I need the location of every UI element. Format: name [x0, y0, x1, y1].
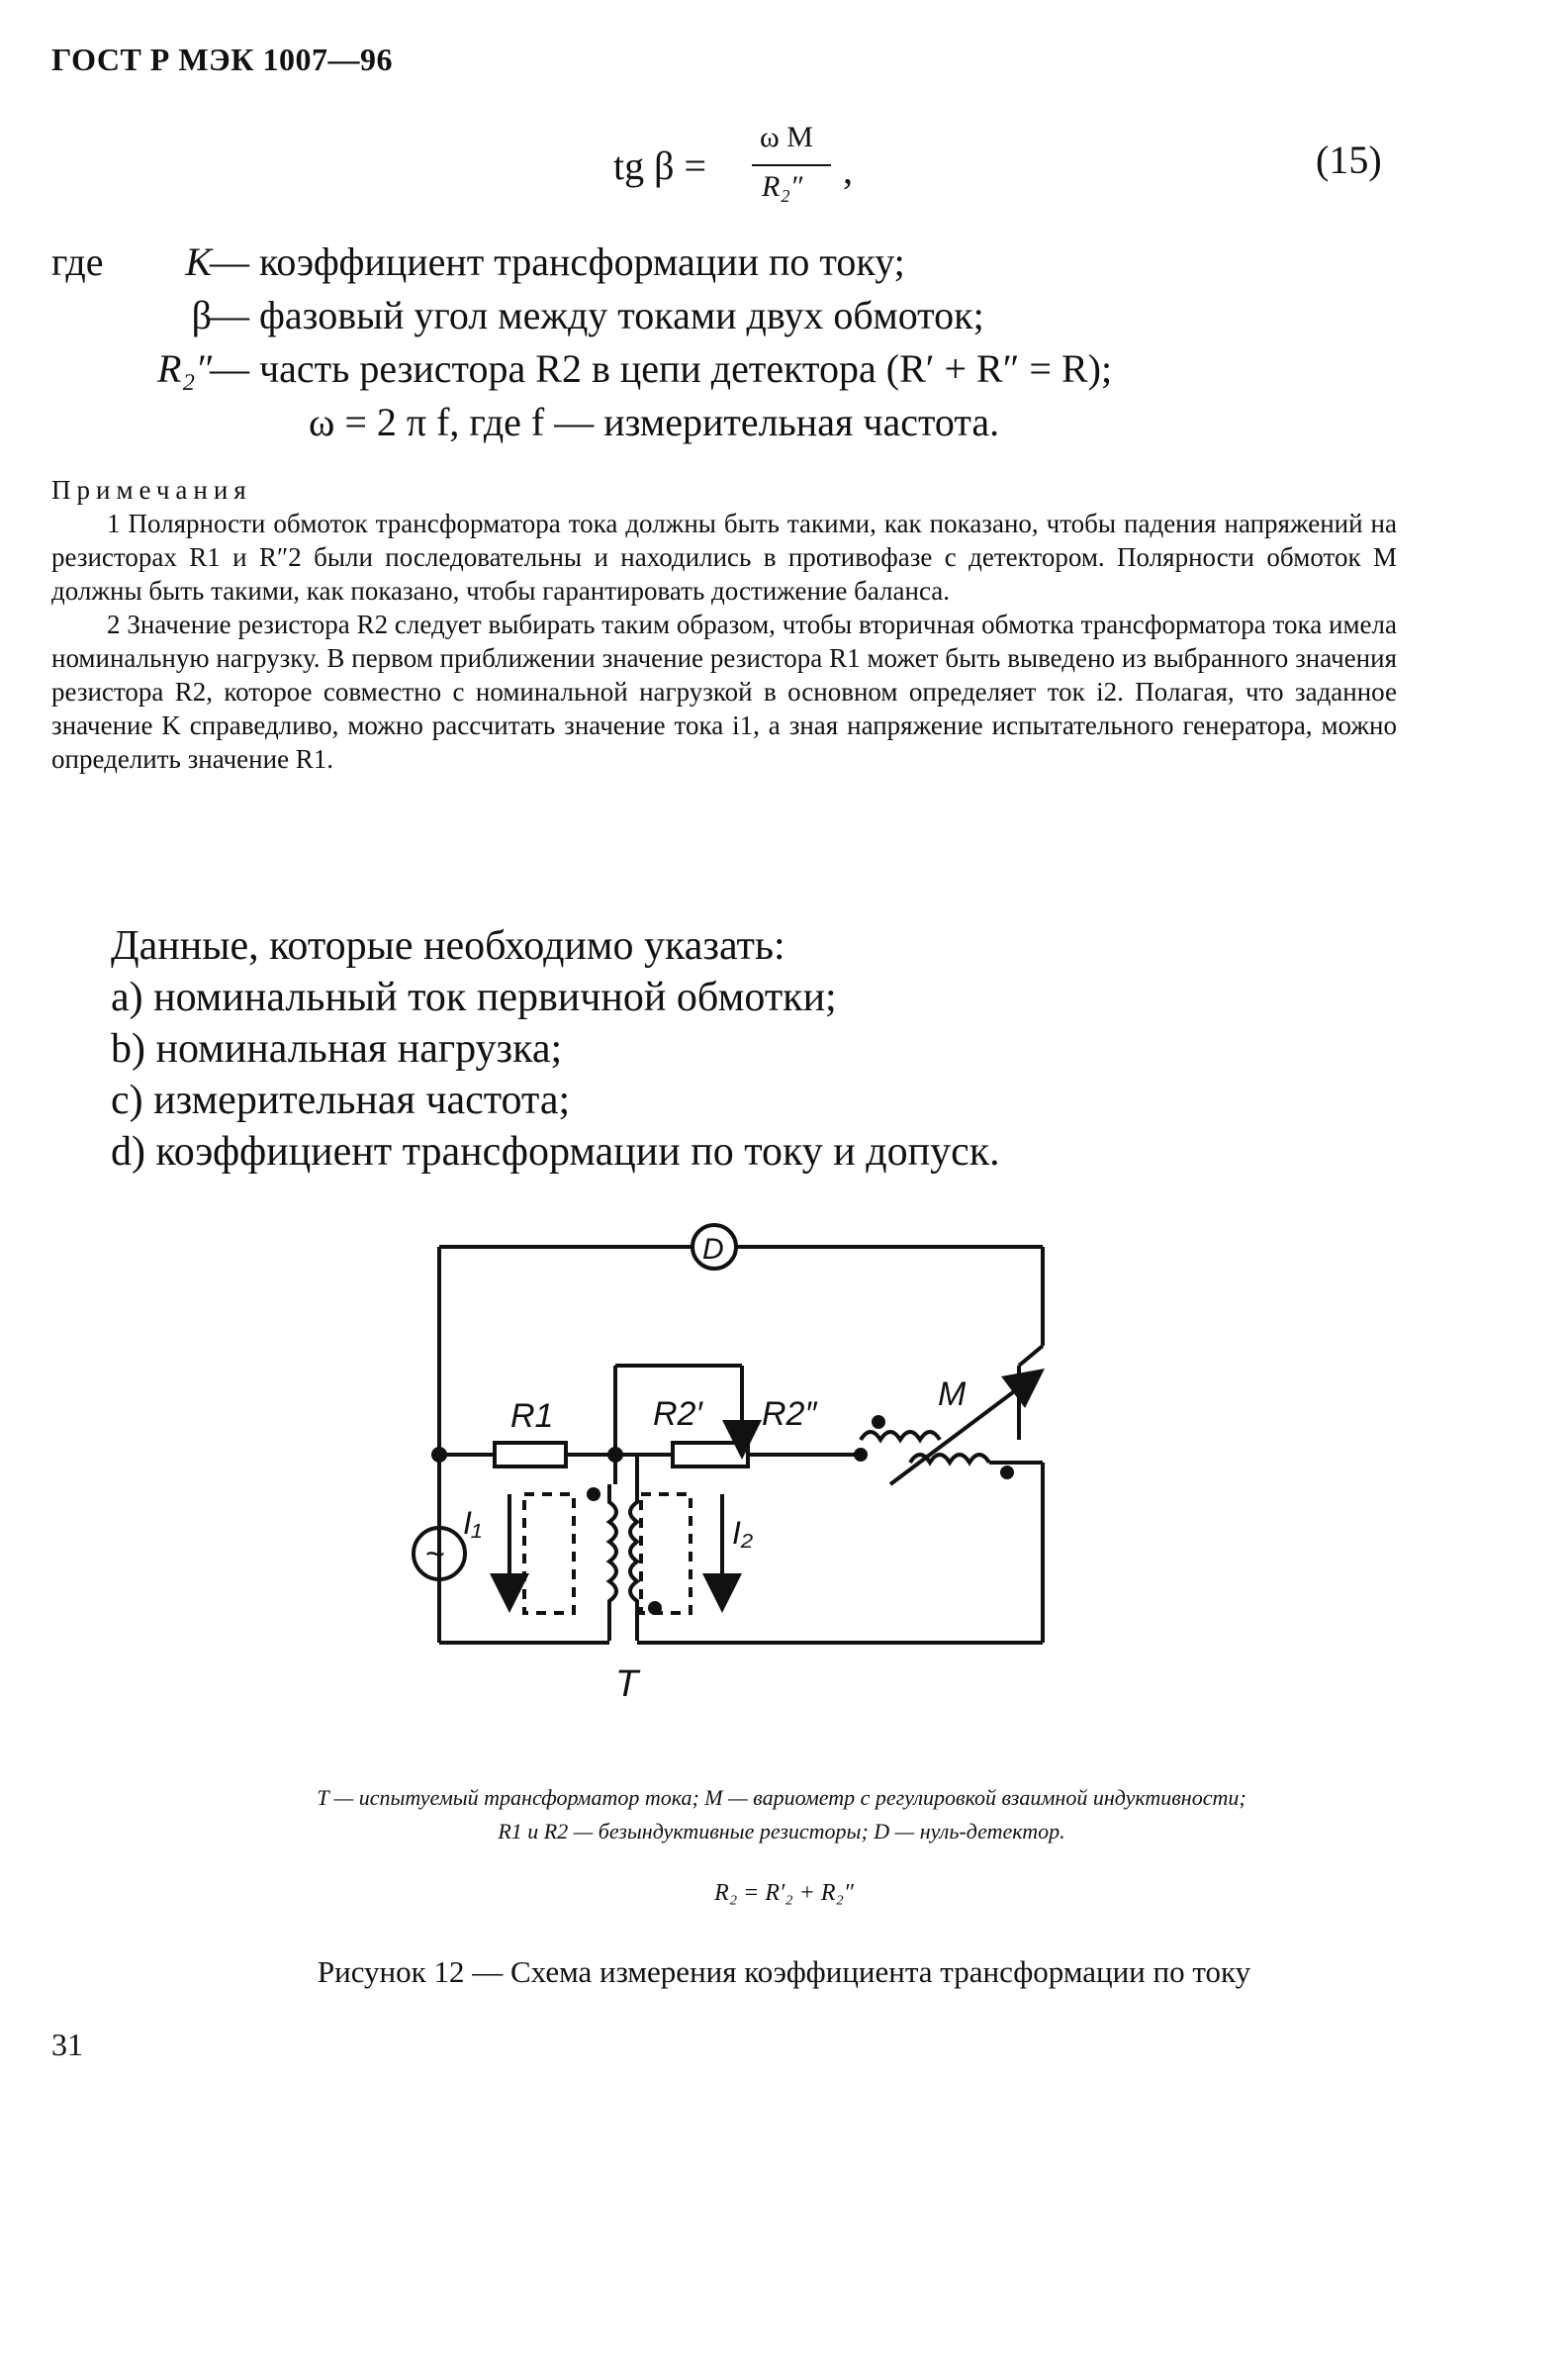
- definition-text: — часть резистора R2 в цепи детектора (R′ + R″ = R);: [210, 346, 1113, 391]
- secondary-winding: [630, 1484, 637, 1641]
- m-label: M: [938, 1375, 967, 1413]
- definition-symbol: K: [185, 239, 212, 284]
- figure-caption: Рисунок 12 — Схема измерения коэффициента трансформации по току: [317, 1954, 1251, 1989]
- secondary-dashed-box: [641, 1494, 691, 1613]
- formula-numerator: ω M: [760, 121, 813, 153]
- legend-line: T — испытуемый трансформатор тока; M — вариометр с регулировкой взаимной индуктивности;: [317, 1785, 1246, 1810]
- definition-text: — коэффициент трансформации по току;: [210, 239, 905, 284]
- data-list-item: d) коэффициент трансформации по току и допуск.: [111, 1129, 1000, 1175]
- ac-source-symbol: ~: [425, 1536, 445, 1573]
- resistance-equation: R₂ = R′₂ + R₂″: [714, 1880, 854, 1906]
- definition-symbol: β: [191, 293, 212, 337]
- definition-symbol: R₂″: [157, 346, 212, 391]
- r2-prime-label: R2′: [653, 1395, 702, 1433]
- circuit-diagram: [396, 1217, 1088, 1722]
- r2-resistor: [673, 1443, 748, 1466]
- t-label: T: [615, 1663, 639, 1705]
- right-wire-join: [1019, 1346, 1043, 1366]
- formula-comma: ,: [843, 147, 853, 192]
- omega-definition: ω = 2 π f, где f — измерительная частота.: [309, 400, 1000, 444]
- definition-prefix: где: [51, 239, 104, 284]
- m-coil-upper: [861, 1432, 940, 1440]
- note-item: 1 Полярности обмоток трансформатора тока должны быть такими, как показано, чтобы падения напряжений на резисторах R1 и R″2 были последовательны и находились в противофазе с детектором. Полярности обмоток M должны быть такими, как показано, чтобы гарантировать достижение баланса.: [51, 509, 1397, 606]
- page-number: 31: [51, 2027, 83, 2062]
- i2-label: I₂: [732, 1515, 754, 1551]
- polarity-dot: [874, 1417, 883, 1427]
- notes-block: [51, 473, 1397, 776]
- data-list-item: a) номинальный ток первичной обмотки;: [111, 975, 837, 1020]
- data-heading: Данные, которые необходимо указать:: [111, 923, 785, 969]
- data-list: [111, 972, 1000, 1178]
- formula-15: [613, 117, 851, 216]
- formula-lhs: tg β =: [613, 143, 707, 188]
- definition-text: — фазовый угол между токами двух обмоток;: [210, 293, 984, 337]
- data-list-item: c) измерительная частота;: [111, 1078, 571, 1123]
- r1-label: R1: [510, 1397, 554, 1435]
- document-header: ГОСТ Р МЭК 1007—96: [51, 42, 393, 77]
- i1-label: I₁: [463, 1505, 482, 1541]
- primary-winding: [609, 1484, 616, 1641]
- r2-double-prime-label: R2″: [762, 1395, 817, 1433]
- legend-line: R1 и R2 — безындуктивные резисторы; D — нуль-детектор.: [498, 1819, 1065, 1844]
- equation-number: (15): [1316, 138, 1382, 182]
- detector-label: D: [702, 1233, 724, 1266]
- notes-title: Примечания: [51, 475, 252, 505]
- note-item: 2 Значение резистора R2 следует выбирать таким образом, чтобы вторичная обмотка трансформатора тока имела номинальную нагрузку. В первом приближении значение резистора R1 может быть выведено из выбранного значения резистора R2, которое совместно с номинальной нагрузкой в основном определяет ток i2. Полагая, что заданное значение K справедливо, можно рассчитать значение тока i1, а зная напряжение испытательного генератора, можно определить значение R1.: [51, 610, 1397, 774]
- r1-resistor: [495, 1443, 566, 1466]
- data-list-item: b) номинальная нагрузка;: [111, 1026, 563, 1072]
- fraction-bar: [752, 164, 831, 166]
- formula-denominator: R₂″: [762, 170, 803, 203]
- figure-legend: [119, 1781, 1444, 1848]
- polarity-dot: [589, 1489, 599, 1499]
- junction-dot: [856, 1450, 866, 1460]
- polarity-dot: [1002, 1467, 1012, 1477]
- polarity-dot: [650, 1603, 660, 1613]
- primary-dashed-box: [524, 1494, 574, 1613]
